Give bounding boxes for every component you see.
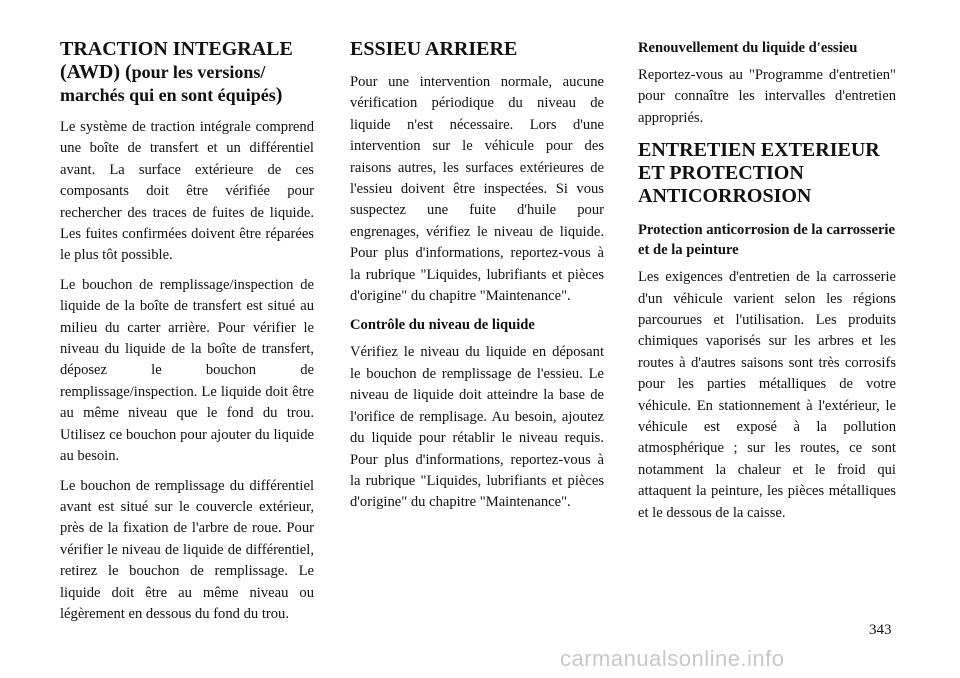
subheading-body-paint-protection: Protection anticorrosion de la carrosserie et de la peinture (638, 222, 895, 259)
heading-close: ) (275, 84, 283, 106)
paragraph-axle-fluid-change: Reportez-vous au "Programme d'entretien" pour connaître les intervalles d'entretien appropriés. (638, 67, 896, 126)
heading-essieu-arriere: ESSIEU ARRIERE (350, 38, 518, 60)
paragraph-rear-axle-intro: Pour une intervention normale, aucune vérification périodique du niveau de liquide n'est nécessaire. Lors d'une intervention sur le véhicule pour des raisons autres, les surfaces extérieures de l'essieu doivent être inspectées. Si vous suspectez une fuite d'huile pour engrenages, vérifiez le niveau de liquide. Pour plus d'informations, reportez-vous à la rubrique "Liquides, lubrifiants et pièces d'origine" du chapitre "Maintenance". (350, 74, 604, 305)
column-awd (60, 38, 314, 633)
paragraph-awd-2: Le bouchon de remplissage/inspection de liquide de la boîte de transfert est situé au milieu du carter arrière. Pour vérifier le niveau du liquide de la boîte de transfert, déposez le bouchon de remplissage/inspection. Le liquide doit être au même niveau que le fond du trou. Utilisez ce bouchon pour ajouter du liquide au besoin. (60, 276, 314, 465)
heading-main: TRACTION INTEGRALE (AWD) ( (60, 38, 293, 83)
paragraph-awd-1: Le système de traction intégrale comprend une boîte de transfert et un différentiel avant. La surface extérieure de ces composants doit être vérifiée pour rechercher des traces de fuites de liquide. Les fuites confirmées doivent être réparées le plus tôt possible. (60, 119, 314, 264)
paragraph-body-paint-protection: Les exigences d'entretien de la carrosserie d'un véhicule varient selon les régions parcourues et l'utilisation. Les produits chimiques vaporisés sur les arbres et les routes à d'autres saisons sont très corrosifs pour les parties métalliques de votre véhicule. En stationnement à l'extérieur, le véhicule est exposé à la pollution atmosphérique ; sur les routes, ce sont notamment la chaleur et le froid qui attaquent la peinture, les pièces métalliques et le dessous de la caisse. (638, 269, 896, 521)
paragraph-fluid-level-check: Vérifiez le niveau du liquide en déposant le bouchon de remplissage de l'essieu. Le niveau de liquide doit atteindre la base de l'orifice de remplisage. Au besoin, ajoutez du liquide pour rétablir le niveau requis. Pour plus d'informations, reportez-vous à la rubrique "Liquides, lubrifiants et pièces d'origine" du chapitre "Maintenance". (350, 344, 604, 511)
heading-traction-integrale (60, 38, 314, 107)
subheading-axle-fluid-change: Renouvellement du liquide d'essieu (638, 40, 858, 56)
page-number: 343 (869, 622, 892, 638)
heading-sub: pour les versions/ marchés qui en sont équipés (60, 62, 276, 105)
watermark: carmanualsonline.info (560, 646, 785, 671)
heading-exterior-maintenance: ENTRETIEN EXTERIEUR ET PROTECTION ANTICORROSION (638, 139, 880, 208)
paragraph-awd-3: Le bouchon de remplissage du différentiel avant est situé sur le couvercle extérieur, près de la fixation de l'arbre de roue. Pour vérifier le niveau de liquide de différentiel, retirez le bouchon de remplissage. Le liquide doit être au même niveau ou légèrement en dessous du fond du trou. (60, 477, 314, 622)
subheading-fluid-level-check: Contrôle du niveau de liquide (350, 317, 535, 334)
column-exterior-care (638, 38, 896, 532)
column-rear-axle (350, 38, 604, 522)
